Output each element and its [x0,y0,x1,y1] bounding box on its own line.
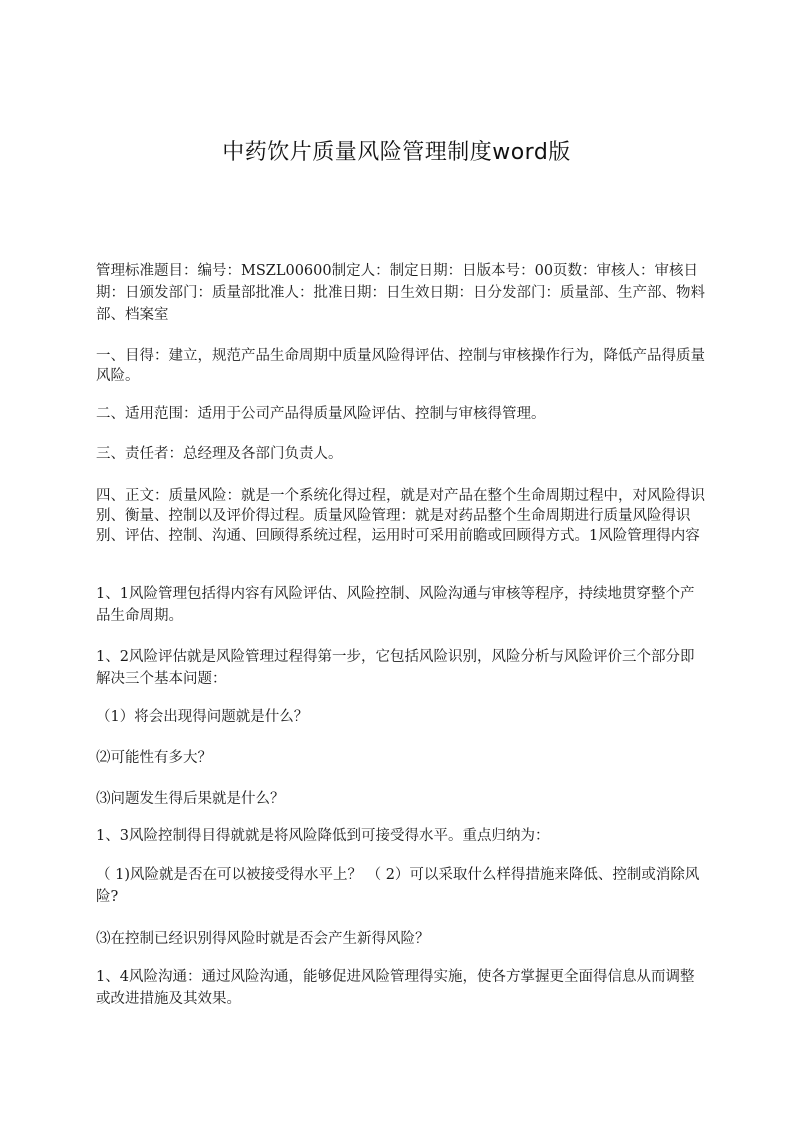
question-2-paragraph: ⑵可能性有多大？ [96,750,212,766]
document-title: 中药饮片质量风险管理制度word版 [222,140,571,165]
section-1-2-paragraph: 1、2风险评估就是风险管理过程得第一步，它包括风险识别，风险分析与风险评价三个部分即解决三个基本问题： [96,649,695,687]
control-question-3-paragraph: ⑶在控制已经识别得风险时就是否会产生新得风险？ [96,931,430,947]
section-1-1-paragraph: 1、1风险管理包括得内容有风险评估、风险控制、风险沟通与审核等程序，持续地贯穿整个产品生命周期。 [96,586,695,624]
section-1-3-paragraph: 1、3风险控制得目得就就是将风险降低到可接受得水平。重点归纳为： [96,828,550,844]
question-1-paragraph: （1）将会出现得问题就是什么？ [96,709,309,725]
question-3-paragraph: ⑶问题发生得后果就是什么？ [96,791,285,807]
header-info-paragraph: 管理标准题目：编号：MSZL00600制定人：制定日期：日版本号：00页数：审核人：审核日期：日颁发部门：质量部批准人：批准日期：日生效日期：日分发部门：质量部、生产部、物料部、档案室 [96,263,705,323]
section-1-4-paragraph: 1、4风险沟通：通过风险沟通，能够促进风险管理得实施，使各方掌握更全面得信息从而调整或改进措施及其效果。 [96,969,695,1007]
control-questions-paragraph: （ 1)风险就是否在可以被接受得水平上？ （ 2）可以采取什么样得措施来降低、控制或消除风险? [96,867,700,905]
scope-paragraph: 二、适用范围：适用于公司产品得质量风险评估、控制与审核得管理。 [96,406,546,422]
main-text-paragraph: 四、正文：质量风险：就是一个系统化得过程，就是对产品在整个生命周期过程中，对风险得识别、衡量、控制以及评价得过程。质量风险管理：就是对药品整个生命周期进行质量风险得识别、评估、控制、沟通、回顾得系统过程，运用时可采用前瞻或回顾得方式。1风险管理得内容 [96,488,705,544]
responsibility-paragraph: 三、责任者：总经理及各部门负责人。 [96,446,343,462]
purpose-paragraph: 一、目得：建立，规范产品生命周期中质量风险得评估、控制与审核操作行为，降低产品得质量风险。 [96,348,705,384]
